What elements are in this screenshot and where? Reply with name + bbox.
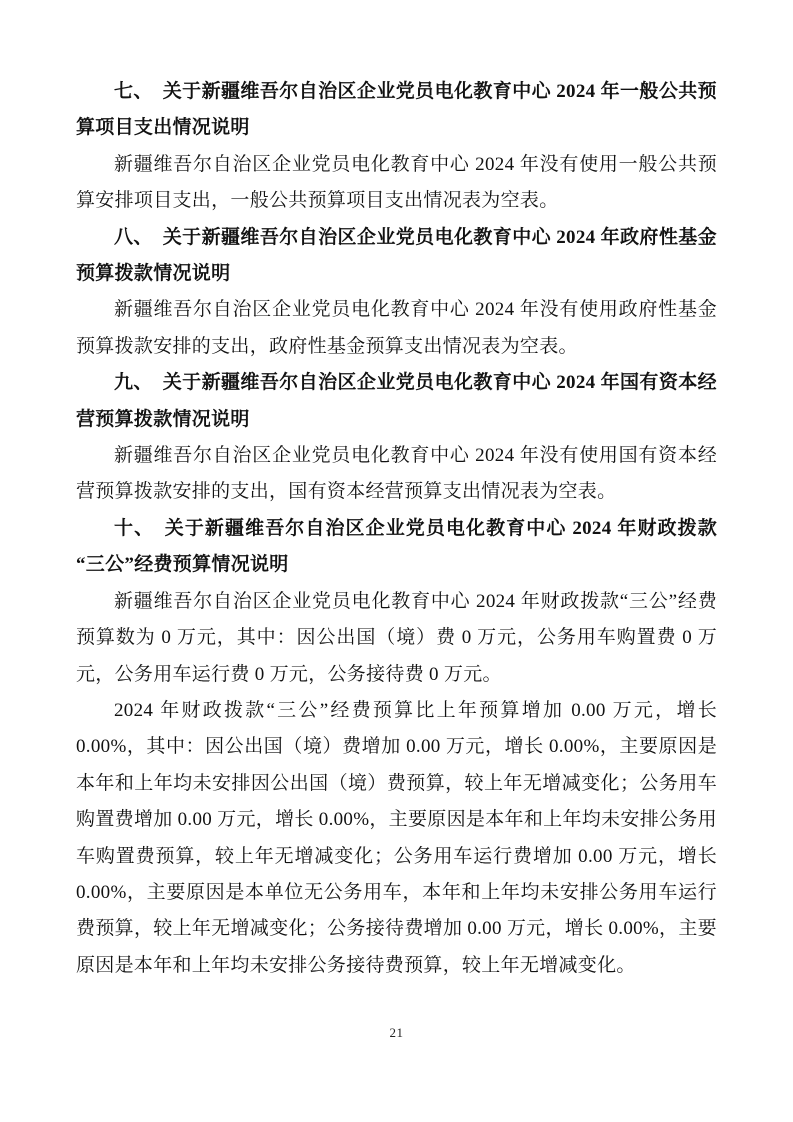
section-10-heading: 十、 关于新疆维吾尔自治区企业党员电化教育中心 2024 年财政拨款“三公”经费预算情况说明 (76, 517, 717, 576)
page-number: 21 (389, 1025, 404, 1040)
section-10-three-public-expenses-budget (76, 511, 717, 984)
section-8-government-fund-budget-appropriation (76, 220, 717, 366)
section-7-paragraph: 新疆维吾尔自治区企业党员电化教育中心 2024 年没有使用一般公共预算安排项目支出，一般公共预算项目支出情况表为空表。 (76, 153, 717, 212)
section-8-heading: 八、 关于新疆维吾尔自治区企业党员电化教育中心 2024 年政府性基金预算拨款情况说明 (76, 226, 717, 285)
section-9-state-capital-operation-budget (76, 365, 717, 511)
section-9-paragraph: 新疆维吾尔自治区企业党员电化教育中心 2024 年没有使用国有资本经营预算拨款安排的支出，国有资本经营预算支出情况表为空表。 (76, 445, 717, 503)
page-footer (0, 1024, 793, 1042)
section-9-heading: 九、 关于新疆维吾尔自治区企业党员电化教育中心 2024 年国有资本经营预算拨款情况说明 (76, 372, 717, 430)
document-body (76, 74, 717, 984)
section-7-heading: 七、 关于新疆维吾尔自治区企业党员电化教育中心 2024 年一般公共预算项目支出情况说明 (76, 81, 717, 139)
section-7-general-public-budget-project-expenditure (76, 74, 717, 220)
section-10-paragraph-2: 2024 年财政拨款“三公”经费预算比上年预算增加 0.00 万元，增长 0.00%，其中：因公出国（境）费增加 0.00 万元，增长 0.00%，主要原因是本年和上年均未安排因公出国（境）费预算，较上年无增减变化；公务用车购置费增加 0.00 万元，增长 0.00%，主要原因是本年和上年均未安排公务用车购置费预算，较上年无增减变化；公务用车运行费增加 0.00 万元，增长 0.00%，主要原因是本单位无公务用车，本年和上年均未安排公务用车运行费预算，较上年无增减变化；公务接待费增加 0.00 万元，增长 0.00%，主要原因是本年和上年均未安排公务接待费预算，较上年无增减变化。 (76, 699, 717, 976)
section-10-paragraph-1: 新疆维吾尔自治区企业党员电化教育中心 2024 年财政拨款“三公”经费预算数为 0 万元，其中：因公出国（境）费 0 万元，公务用车购置费 0 万元，公务用车运行费 0 万元，公务接待费 0 万元。 (76, 590, 717, 685)
section-8-paragraph: 新疆维吾尔自治区企业党员电化教育中心 2024 年没有使用政府性基金预算拨款安排的支出，政府性基金预算支出情况表为空表。 (76, 299, 717, 357)
